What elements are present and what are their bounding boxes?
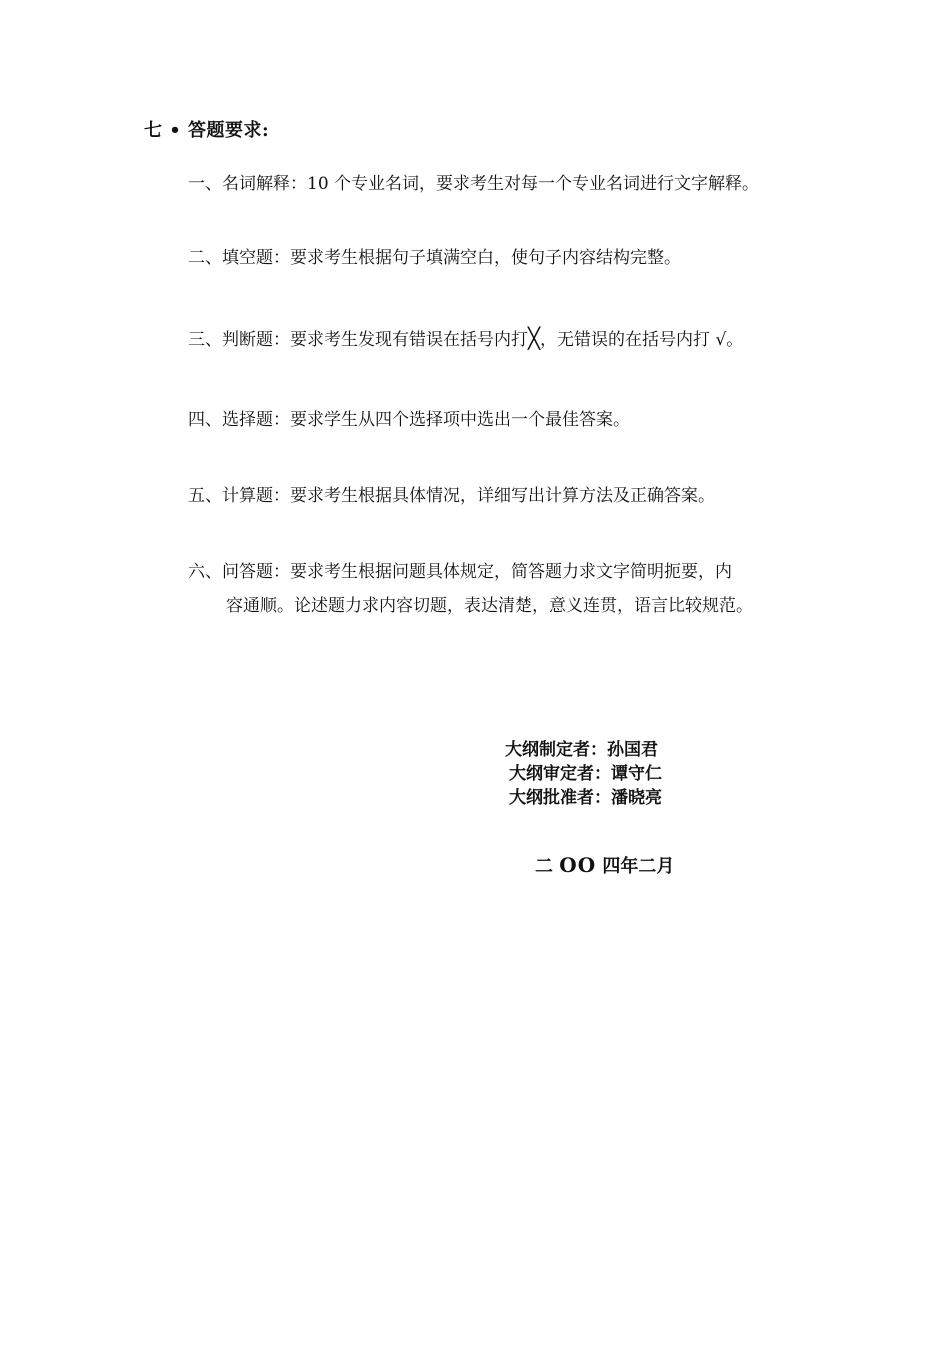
- requirement-item-2: 二、填空题：要求考生根据句子填满空白，使句子内容结构完整。: [188, 248, 681, 268]
- document-date: [535, 852, 674, 878]
- requirement-item-6: [188, 555, 828, 623]
- date-oo: OO: [559, 853, 597, 877]
- requirement-item-5: 五、计算题：要求考生根据具体情况，详细写出计算方法及正确答案。: [188, 486, 715, 506]
- outline-drafter: 大纲制定者：孙国君: [505, 740, 658, 760]
- date-suffix: 四年二月: [602, 856, 675, 877]
- cross-mark-icon: ╳: [528, 326, 541, 350]
- requirement-item-1: 一、名词解释：10 个专业名词，要求考生对每一个专业名词进行文字解释。: [188, 174, 760, 194]
- requirement-item-3-text-before: 三、判断题：要求考生发现有错误在括号内打: [188, 330, 528, 350]
- date-prefix: 二: [535, 856, 553, 877]
- section-title: 七 • 答题要求:: [144, 120, 270, 141]
- requirement-item-4: 四、选择题：要求学生从四个选择项中选出一个最佳答案。: [188, 410, 630, 430]
- requirement-item-6-line-1: 六、问答题：要求考生根据问题具体规定，简答题力求文字简明扼要，内: [188, 562, 732, 582]
- signature-block: [505, 738, 662, 810]
- requirement-item-6-line-2: 容通顺。论述题力求内容切题，表达清楚，意义连贯，语言比较规范。: [226, 596, 753, 616]
- outline-reviewer: 大纲审定者：谭守仁: [509, 764, 662, 784]
- requirement-item-3: [188, 323, 743, 357]
- requirement-item-3-text-after: ，无错误的在括号内打 √。: [540, 330, 744, 350]
- outline-approver: 大纲批准者：潘晓亮: [509, 788, 662, 808]
